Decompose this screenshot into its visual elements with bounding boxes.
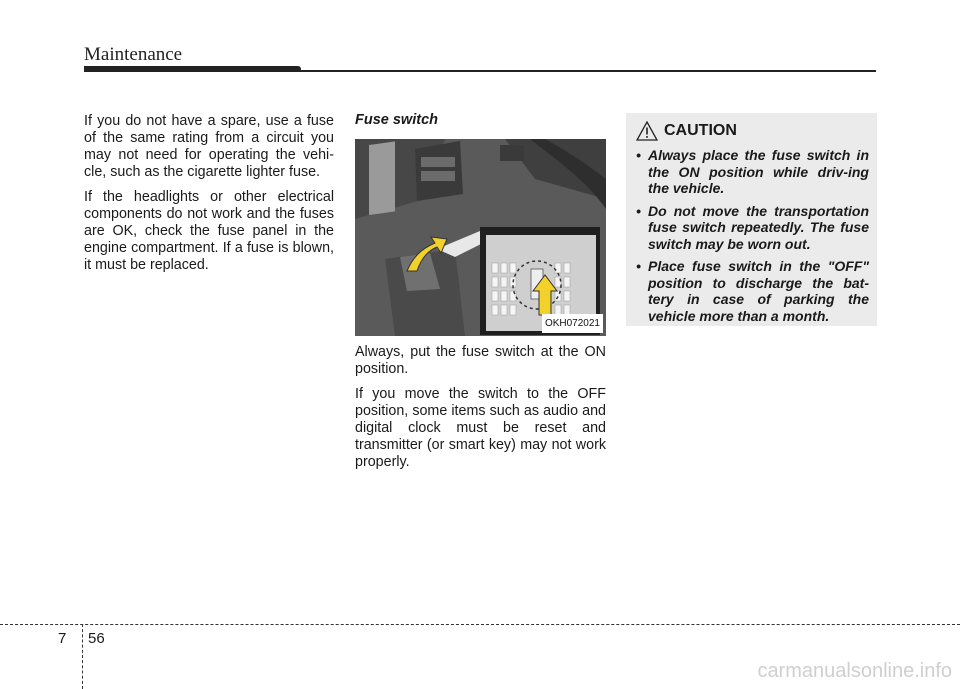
paragraph-engine-fuse-panel: If the headlights or other electrical components do not work and the fuses are OK, check the fuse panel in the engine compartment. If a fuse is blown, it must be replaced. bbox=[84, 189, 334, 273]
paragraph-fuse-switch-on: Always, put the fuse switch at the ON position. bbox=[355, 344, 606, 377]
header-bar-thin bbox=[298, 70, 876, 72]
page-chapter-number: 7 bbox=[58, 630, 67, 647]
warning-triangle-icon bbox=[636, 121, 658, 141]
paragraph-spare-fuse: If you do not have a spare, use a fuse of the same rating from a circuit you may not need for operating the vehi-cle, such as the cigarette lighter fuse. bbox=[84, 113, 334, 180]
fuse-switch-figure bbox=[355, 139, 606, 336]
paragraph-fuse-switch-off: If you move the switch to the OFF position, some items such as audio and digital clock must be reset and transmitter (or smart key) may not work properly. bbox=[355, 386, 606, 470]
figure-code-label: OKH072021 bbox=[542, 314, 603, 333]
caution-title: CAUTION bbox=[664, 122, 737, 139]
caution-header bbox=[636, 121, 869, 141]
middle-column bbox=[355, 112, 606, 471]
caution-item: • Do not move the transportation fuse switch repeatedly. The fuse switch may be worn out. bbox=[636, 202, 869, 252]
watermark: carmanualsonline.info bbox=[757, 660, 952, 682]
page-number: 56 bbox=[88, 630, 105, 647]
caution-box bbox=[626, 113, 877, 326]
fuse-switch-illustration bbox=[355, 139, 606, 336]
section-title-fuse-switch: Fuse switch bbox=[355, 112, 438, 128]
footer-dashed-divider bbox=[82, 624, 83, 689]
caution-item: • Place fuse switch in the "OFF" position to discharge the bat-tery in case of parking the vehicle more than a month. bbox=[636, 258, 869, 324]
caution-item: • Always place the fuse switch in the ON position while driv-ing the vehicle. bbox=[636, 147, 869, 196]
header-bar-thick bbox=[84, 66, 301, 72]
left-column bbox=[84, 113, 334, 282]
footer-dashed-line bbox=[0, 624, 960, 625]
caution-list bbox=[636, 147, 869, 324]
page-header-title: Maintenance bbox=[84, 44, 183, 65]
